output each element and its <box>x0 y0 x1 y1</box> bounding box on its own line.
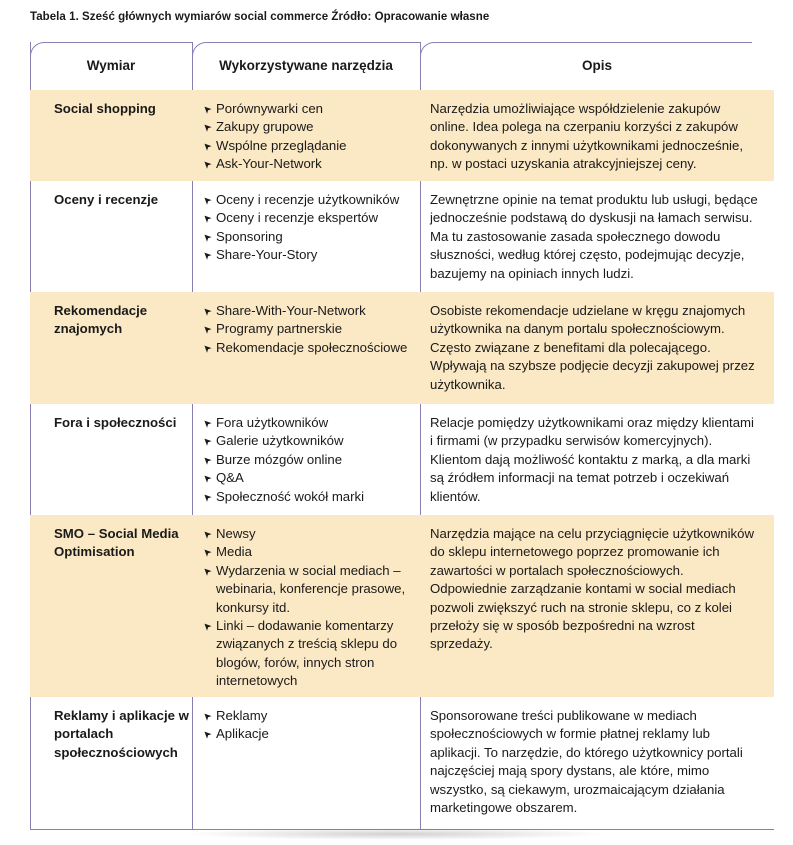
tools-cell <box>199 525 424 691</box>
description-cell: Relacje pomiędzy użytkownikami oraz między klientami i firmami (w przypadku serwisów komercyjnych). Klientom dają możliwość kontaktu z marką, a dla marki są źródłem informacji na temat potrzeb i oczekiwań klientów. <box>430 415 754 504</box>
dimension-cell: Rekomendacje znajomych <box>54 303 148 337</box>
tool-label: Sponsoring <box>216 228 283 244</box>
navigation-arrow-icon: ➤ <box>199 211 215 226</box>
tool-label: Q&A <box>216 470 244 486</box>
tool-label: Programy partnerskie <box>216 321 343 337</box>
tool-item <box>199 414 424 432</box>
header-corner-3 <box>420 42 435 57</box>
tool-item <box>199 488 424 506</box>
navigation-arrow-icon: ➤ <box>199 304 215 319</box>
navigation-arrow-icon: ➤ <box>199 709 215 724</box>
tool-item <box>199 155 424 173</box>
navigation-arrow-icon: ➤ <box>199 471 215 486</box>
tools-cell <box>199 191 424 265</box>
navigation-arrow-icon: ➤ <box>199 102 215 117</box>
tool-label: Wspólne przeglądanie <box>216 137 347 153</box>
tool-label: Rekomendacje społecznościowe <box>216 339 408 355</box>
description-cell: Sponsorowane treści publikowane w mediach społecznościowych w formie płatnej reklamy lub aplikacji. To narzędzie, do którego użytkownicy portali najczęściej mają spory dystans, ale które, mimo wszystko, są ciekawym, urozmaicającym działania marketingowe obszarem. <box>430 708 743 816</box>
description-cell: Zewnętrzne opinie na temat produktu lub usługi, będące jednocześnie podstawą do dyskusji na łamach serwisu. Ma tu zastosowanie zasada społecznego dowodu słuszności, według której często, podejmując decyzje, bazujemy na opiniach innych ludzi. <box>430 192 758 281</box>
tool-item <box>199 137 424 155</box>
header-rule-1 <box>44 42 192 43</box>
tools-cell <box>199 100 424 174</box>
navigation-arrow-icon: ➤ <box>199 229 215 245</box>
tool-label: Linki – dodawanie komentarzy związanych z treścią sklepu do blogów, forów, innych stron internetowych <box>216 618 398 689</box>
description-cell: Narzędzia umożliwiające współdzielenie zakupów online. Idea polega na czerpaniu korzyści z zakupów dokonywanych z innymi użytkownikami jednocześnie, np. w postaci uzyskania atrakcyjniejszej ceny. <box>430 101 743 172</box>
tool-item <box>199 432 424 450</box>
table-caption: Tabela 1. Sześć głównych wymiarów social commerce Źródło: Opracowanie własne <box>30 11 490 23</box>
header-rule-3 <box>434 42 752 43</box>
description-cell: Narzędzia mające na celu przyciągnięcie użytkowników do sklepu internetowego poprzez promowanie ich zawartości w portalach społecznościowych. Odpowiednie zarządzanie kontami w social mediach pozwoli zwiększyć ruch na stronie sklepu, co z kolei przełoży się w sposób bezpośredni na wzrost sprzedaży. <box>430 526 754 652</box>
description-cell: Osobiste rekomendacje udzielane w kręgu znajomych użytkownika na danym portalu społecznościowym. Często związane z benefitami dla polecającego. Wpływają na szybsze podjęcie decyzji zakupowej przez użytkownika. <box>430 303 755 392</box>
tool-label: Reklamy <box>216 708 268 723</box>
table-row <box>30 181 774 292</box>
tool-item <box>199 339 424 357</box>
tools-cell <box>199 414 424 506</box>
tool-item <box>199 525 424 543</box>
tool-item <box>199 320 424 338</box>
navigation-arrow-icon: ➤ <box>199 322 215 337</box>
navigation-arrow-icon: ➤ <box>199 727 215 742</box>
tool-item <box>199 617 424 691</box>
tool-label: Zakupy grupowe <box>216 119 314 135</box>
navigation-arrow-icon: ➤ <box>199 452 215 468</box>
header-wymiar: Wymiar <box>86 58 136 73</box>
tool-label: Media <box>216 544 252 560</box>
navigation-arrow-icon: ➤ <box>199 545 215 560</box>
dimension-cell: Social shopping <box>54 101 156 116</box>
navigation-arrow-icon: ➤ <box>199 248 215 263</box>
tool-label: Share-Your-Story <box>216 247 318 263</box>
header-corner-1 <box>30 42 45 57</box>
navigation-arrow-icon: ➤ <box>199 563 215 579</box>
tool-label: Wydarzenia w social mediach – webinaria, konferencje prasowe, konkursy itd. <box>216 562 406 615</box>
tools-cell <box>199 302 424 357</box>
tool-label: Oceny i recenzje ekspertów <box>216 210 378 226</box>
tool-item <box>199 707 424 725</box>
tool-item <box>199 209 424 227</box>
header-corner-2 <box>192 42 207 57</box>
table-row <box>30 90 774 181</box>
tool-item <box>199 228 424 246</box>
navigation-arrow-icon: ➤ <box>199 120 215 135</box>
tool-item <box>199 469 424 487</box>
navigation-arrow-icon: ➤ <box>199 157 215 172</box>
table-row <box>30 292 774 404</box>
tool-label: Fora użytkowników <box>216 415 329 430</box>
dimension-cell: Oceny i recenzje <box>54 192 159 207</box>
navigation-arrow-icon: ➤ <box>199 434 215 449</box>
table-row <box>30 404 774 515</box>
table-row <box>30 515 774 697</box>
tools-cell <box>199 707 424 744</box>
navigation-arrow-icon: ➤ <box>199 619 215 634</box>
tool-item <box>199 451 424 469</box>
tool-item <box>199 118 424 136</box>
navigation-arrow-icon: ➤ <box>199 340 215 356</box>
tool-item <box>199 191 424 209</box>
dimension-cell: Reklamy i aplikacje w portalach społecznościowych <box>54 708 189 760</box>
navigation-arrow-icon: ➤ <box>199 193 215 208</box>
tool-item <box>199 246 424 264</box>
tool-item <box>199 100 424 118</box>
table-shadow <box>180 828 610 840</box>
tool-label: Newsy <box>216 526 256 541</box>
tool-item <box>199 725 424 743</box>
tool-label: Ask-Your-Network <box>216 156 322 172</box>
navigation-arrow-icon: ➤ <box>199 138 215 154</box>
table <box>30 42 774 830</box>
tool-label: Oceny i recenzje użytkowników <box>216 192 400 207</box>
tool-label: Galerie użytkowników <box>216 433 344 449</box>
tool-item <box>199 543 424 561</box>
tool-label: Społeczność wokół marki <box>216 488 365 504</box>
tool-label: Burze mózgów online <box>216 451 343 467</box>
header-rule-2 <box>206 42 420 43</box>
tool-item <box>199 562 424 617</box>
header-narzedzia: Wykorzystywane narzędzia <box>219 58 393 73</box>
tool-label: Aplikacje <box>216 726 269 742</box>
navigation-arrow-icon: ➤ <box>199 527 215 542</box>
navigation-arrow-icon: ➤ <box>199 489 215 505</box>
header-opis: Opis <box>581 58 612 73</box>
tool-item <box>199 302 424 320</box>
tool-label: Share-With-Your-Network <box>216 303 366 318</box>
dimension-cell: Fora i społeczności <box>54 415 177 430</box>
table-row <box>30 697 774 830</box>
navigation-arrow-icon: ➤ <box>199 416 215 431</box>
tool-label: Porównywarki cen <box>216 101 324 116</box>
dimension-cell: SMO – Social Media Optimisation <box>54 526 179 560</box>
